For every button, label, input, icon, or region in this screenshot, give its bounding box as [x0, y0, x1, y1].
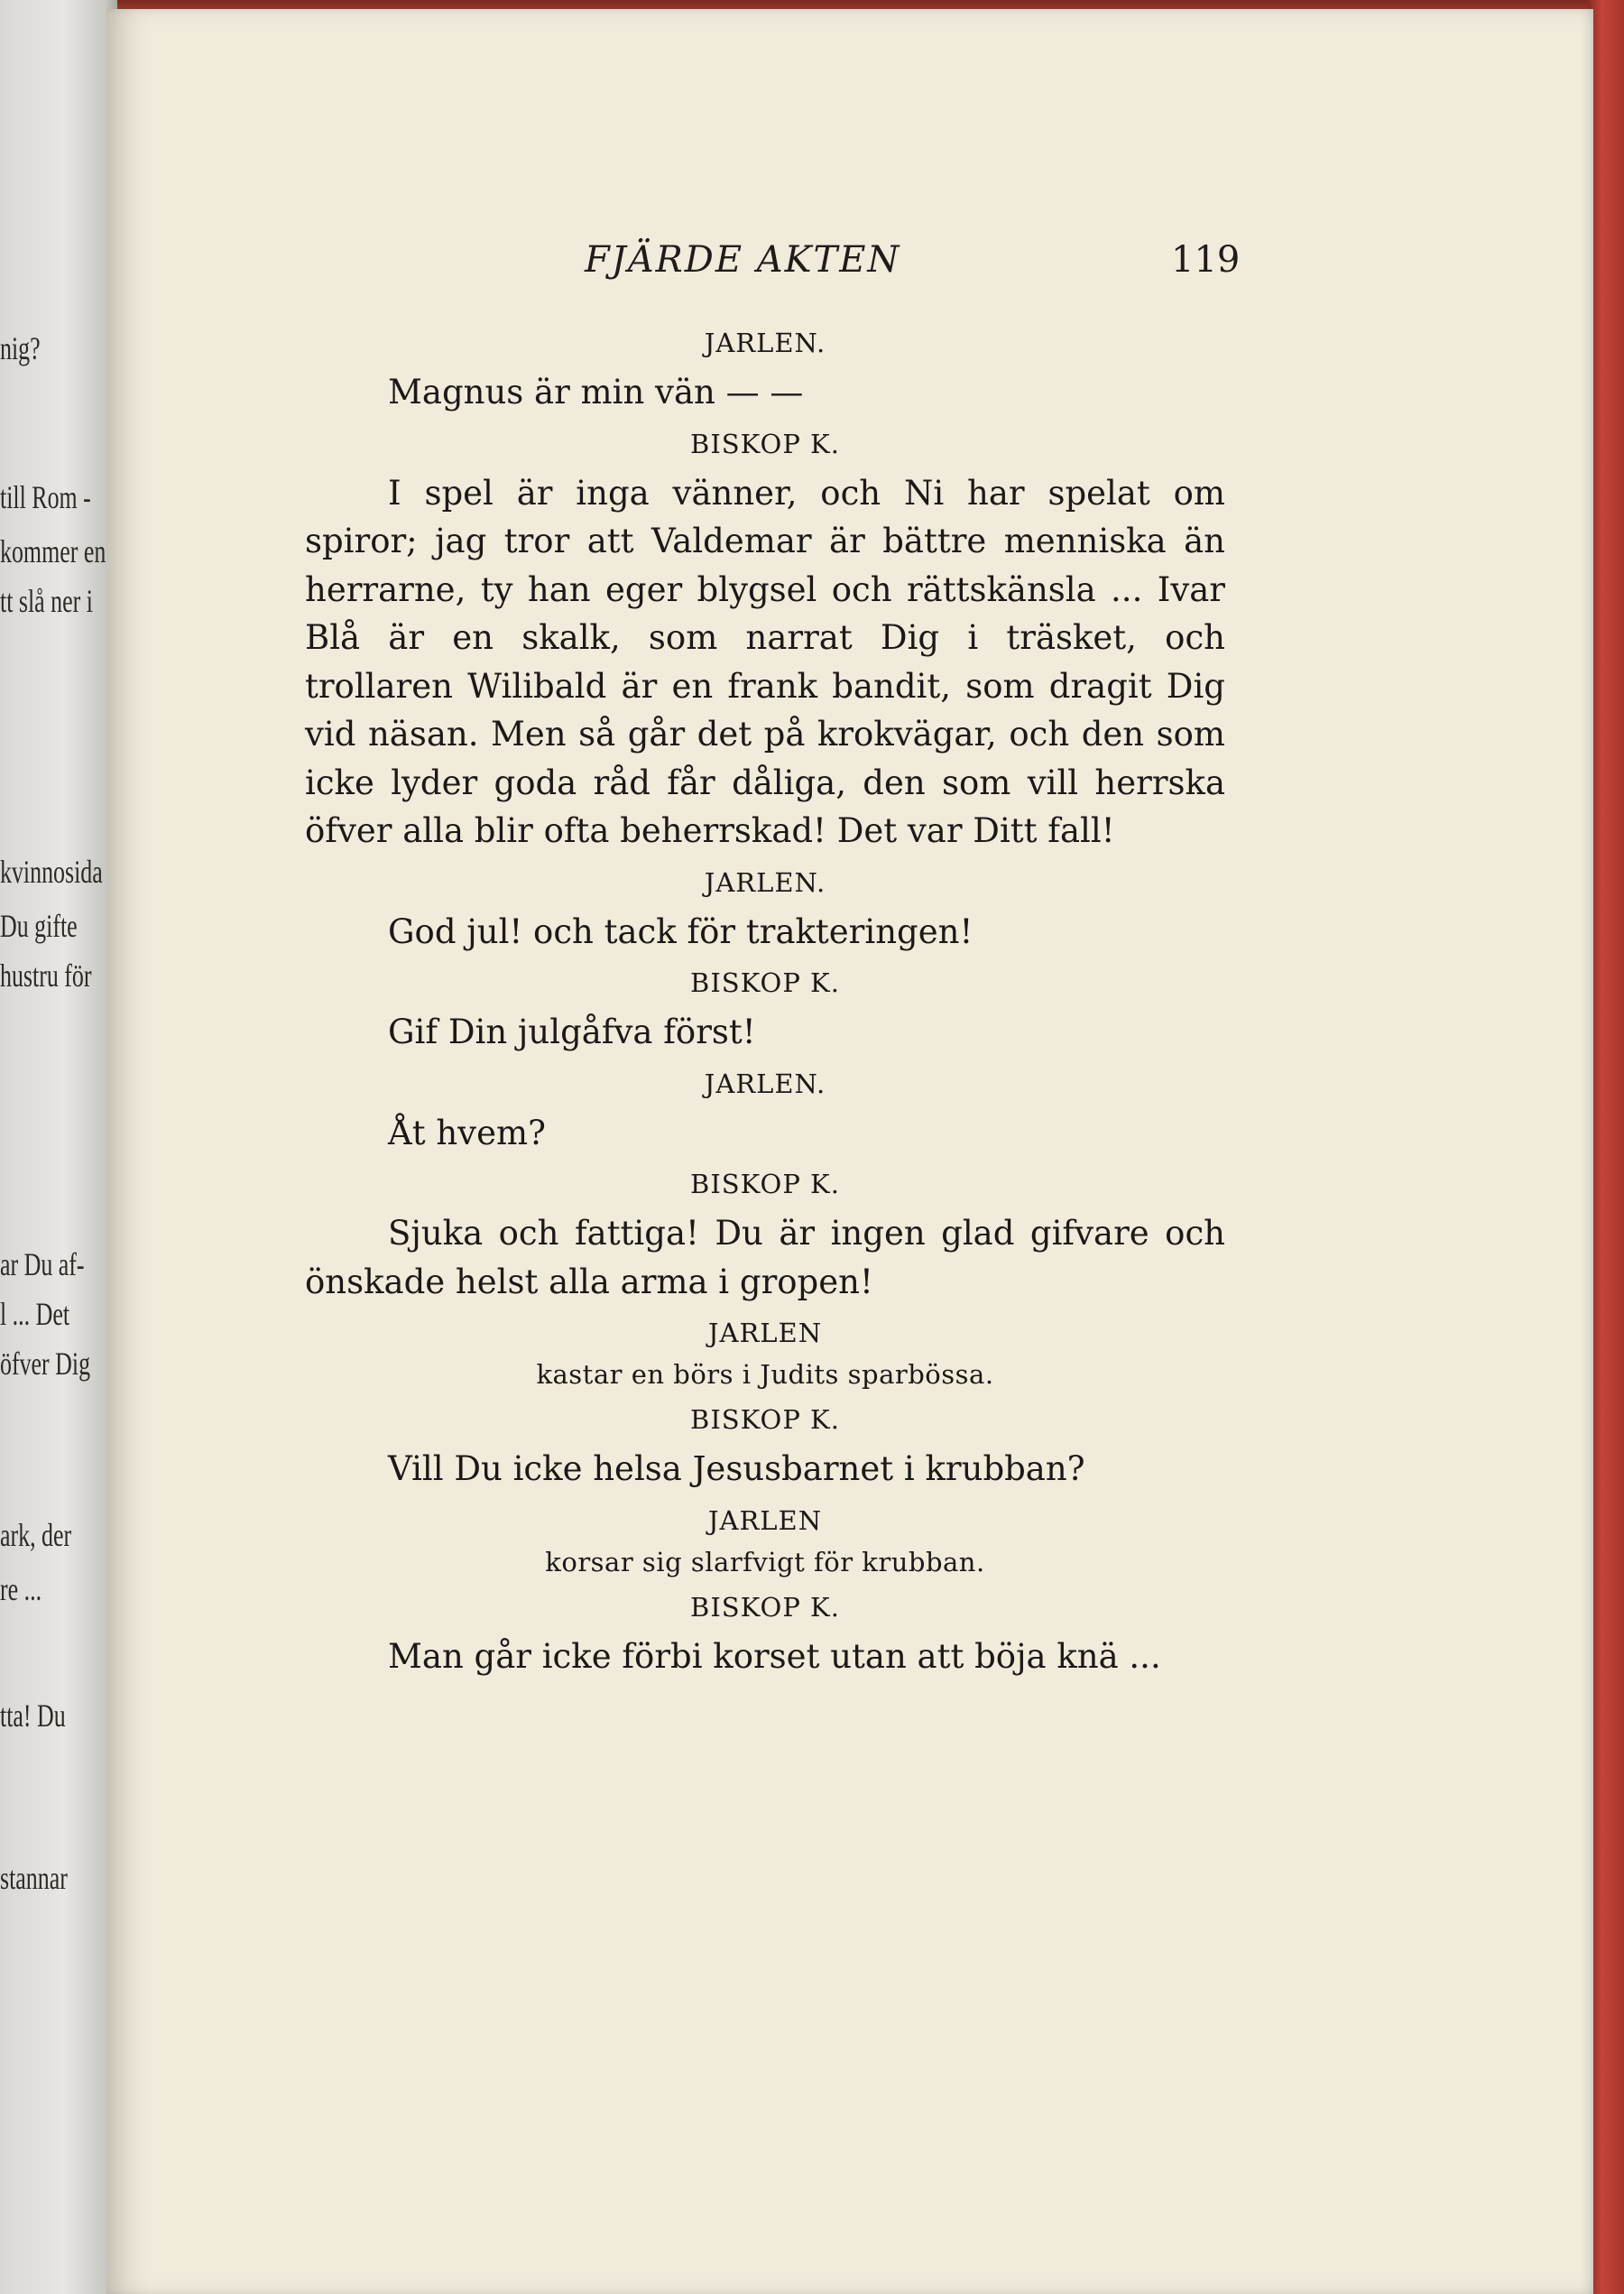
- speech-text: God jul! och tack för trakteringen!: [388, 911, 973, 951]
- speech-text: Vill Du icke helsa Jesusbarnet i krubban?: [388, 1449, 1085, 1488]
- play-text: [305, 316, 1225, 1686]
- speech-text: Man går icke förbi korset utan att böja knä ...: [388, 1636, 1161, 1676]
- left-page-text-fragment: stannar: [0, 1860, 68, 1896]
- speaker-name: JARLEN: [707, 1504, 823, 1536]
- dialogue-block: [305, 1166, 1225, 1306]
- page-number: 119: [1171, 239, 1241, 281]
- speech-text: Åt hvem?: [388, 1113, 546, 1152]
- speech-text: Gif Din julgåfva först!: [388, 1013, 756, 1051]
- speaker-name: BISKOP K.: [690, 428, 840, 459]
- running-head: [106, 239, 1593, 293]
- dialogue-block: [305, 865, 1225, 957]
- left-page-text-fragment: Du gifte: [0, 908, 78, 944]
- speaker-name: BISKOP K.: [690, 967, 840, 998]
- speaker-name: BISKOP K.: [690, 1169, 840, 1199]
- left-page-text-fragment: nig?: [0, 330, 41, 366]
- dialogue-block: [305, 1589, 1225, 1681]
- left-page-text-fragment: re ...: [0, 1571, 42, 1607]
- dialogue-block: [305, 325, 1225, 417]
- left-page-text-fragment: kvinnosida: [0, 854, 103, 890]
- left-page-text-fragment: hustru för: [0, 957, 92, 994]
- speaker-name: JARLEN.: [704, 328, 826, 358]
- speaker-name: BISKOP K.: [690, 1591, 840, 1623]
- left-page-text-fragment: öfver Dig: [0, 1346, 91, 1382]
- speaker-name: JARLEN: [707, 1318, 823, 1348]
- dialogue-block: [305, 1401, 1225, 1494]
- speaker-name: BISKOP K.: [690, 1404, 840, 1435]
- dialogue-block: [305, 426, 1225, 856]
- dialogue-block: [305, 1066, 1225, 1158]
- left-page-text-fragment: tta! Du: [0, 1697, 66, 1734]
- left-page-text-fragment: kommer en: [0, 533, 106, 569]
- speech-text: I spel är inga vänner, och Ni har spelat om spiror; jag tror att Valdemar är bättre menniska än herrarne, ty han eger blygsel och rättskänsla ... Ivar Blå är en skalk, som narrat Dig i träsket, och trollaren Wilibald är en frank bandit, som dragit Dig vid näsan. Men så går det på krokvägar, och den som icke lyder goda råd får dåliga, den som vill herrska öfver alla blir ofta beherrskad! Det var Ditt fall!: [305, 473, 1225, 850]
- dialogue-block: [305, 1503, 1225, 1580]
- dialogue-block: [305, 1315, 1225, 1392]
- stage-direction: korsar sig slarfvigt för krubban.: [545, 1546, 985, 1577]
- left-page-text-fragment: tt slå ner i: [0, 583, 93, 619]
- speech-text: Magnus är min vän — —: [388, 373, 804, 412]
- book-cover-spine: [1588, 0, 1624, 2294]
- left-page-text-fragment: l ... Det: [0, 1296, 70, 1332]
- speech-text: Sjuka och fattiga! Du är ingen glad gifvare och önskade helst alla arma i gropen!: [305, 1214, 1225, 1301]
- act-title: FJÄRDE AKTEN: [585, 239, 901, 281]
- speaker-name: JARLEN.: [704, 866, 826, 898]
- dialogue-block: [305, 965, 1225, 1057]
- left-page-text-fragment: ark, der: [0, 1517, 72, 1553]
- book-page: [106, 9, 1593, 2294]
- left-page-text-fragment: till Rom -: [0, 479, 91, 515]
- left-page-text-fragment: ar Du af-: [0, 1246, 85, 1282]
- left-facing-page: [0, 0, 117, 2294]
- stage-direction: kastar en börs i Judits sparbössa.: [536, 1359, 994, 1390]
- speaker-name: JARLEN.: [704, 1068, 826, 1099]
